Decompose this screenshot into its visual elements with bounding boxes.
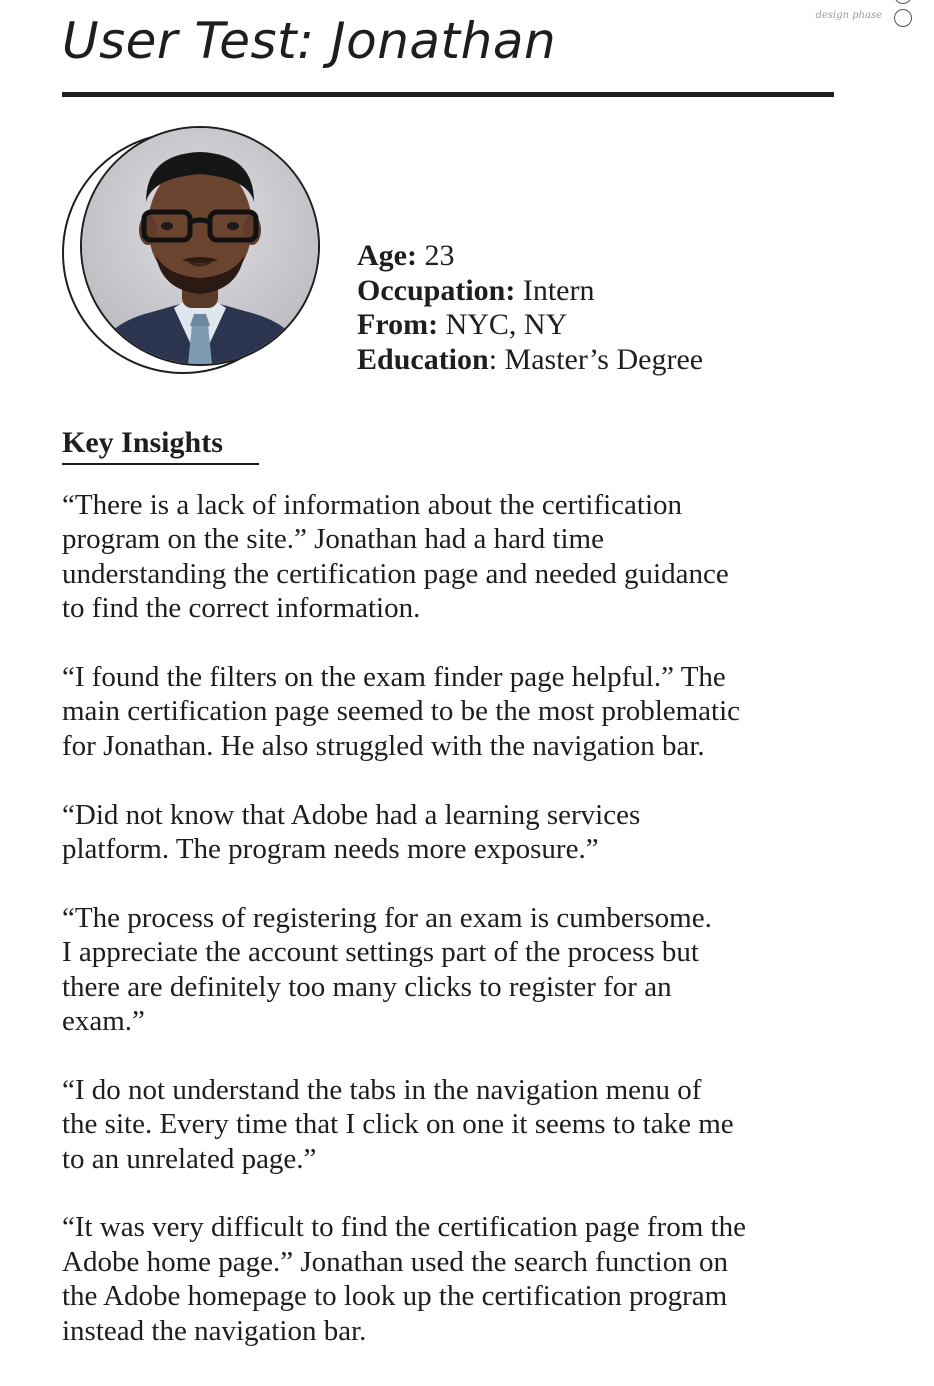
insights-list: [62, 488, 862, 1382]
age-value: 23: [416, 239, 455, 272]
insight-paragraph: “The process of registering for an exam is cumbersome. I appreciate the account settings part of the process but there are definitely too many clicks to register for an exam.”: [62, 901, 712, 1038]
insight-paragraph: “It was very difficult to find the certification page from the Adobe home page.” Jonathan used the search function on the Adobe homepage to look up the certification program instead the navigation bar.: [62, 1211, 746, 1347]
from-value: NYC, NY: [438, 308, 568, 341]
occupation-label: Occupation:: [357, 273, 516, 307]
fact-age: [357, 239, 703, 274]
phase-dot-top-icon[interactable]: [894, 0, 912, 4]
education-label: Education: [357, 342, 489, 376]
occupation-value: Intern: [515, 273, 595, 307]
phase-indicator: [812, 0, 922, 36]
page-title: User Test: Jonathan: [62, 12, 557, 70]
from-label: From:: [357, 308, 439, 341]
portrait-photo-icon: [82, 128, 318, 364]
fact-occupation: [357, 274, 703, 309]
key-insights-heading: Key Insights: [62, 426, 223, 459]
education-value: : Master’s Degree: [488, 342, 704, 376]
insight-paragraph: “Did not know that Adobe had a learning services platform. The program needs more exposure.”: [62, 798, 641, 866]
fact-from: [357, 308, 703, 343]
insight-paragraph: “I found the filters on the exam finder page helpful.” The main certification page seemed to be the most problematic for Jonathan. He also struggled with the navigation bar.: [62, 661, 741, 762]
insight-paragraph: “There is a lack of information about the certification program on the site.” Jonathan had a hard time understanding the certification page and needed guidance to find the correct information.: [62, 489, 729, 625]
title-divider: [62, 92, 834, 97]
avatar-group: [60, 124, 322, 378]
phase-dot-icon[interactable]: [894, 9, 912, 27]
insight-paragraph: “I do not understand the tabs in the navigation menu of the site. Every time that I click on one it seems to take me to an unrelated page.”: [62, 1073, 734, 1175]
age-label: Age:: [357, 239, 417, 272]
avatar: [80, 126, 320, 366]
fact-education: [357, 343, 703, 378]
key-insights-underline: [62, 463, 259, 465]
phase-label: design phase: [815, 10, 882, 21]
profile-facts: [357, 239, 703, 377]
